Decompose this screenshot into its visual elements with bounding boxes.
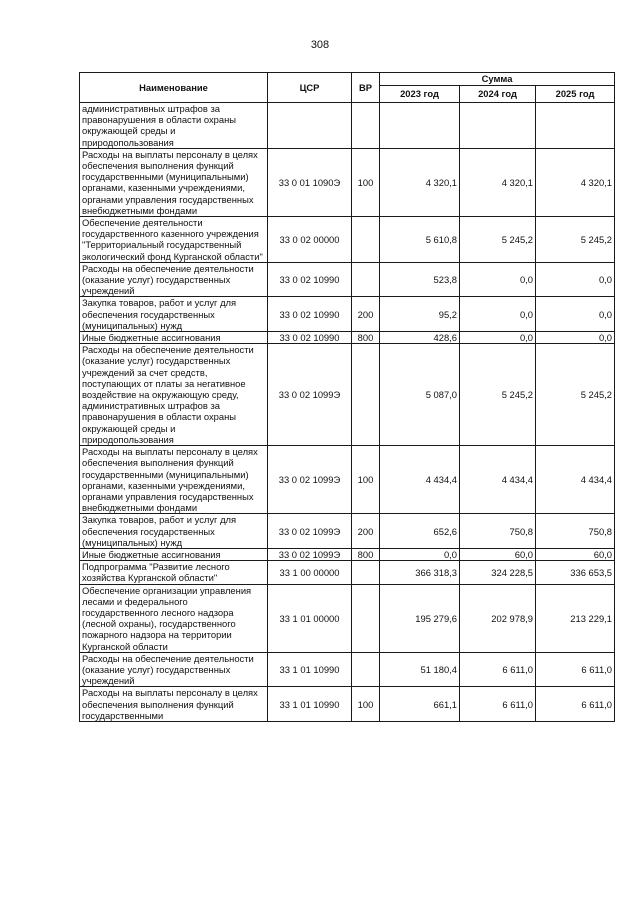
cell-2023: 366 318,3: [380, 561, 460, 584]
cell-csr: 33 0 02 10990: [268, 262, 352, 297]
cell-2024: 5 245,2: [460, 344, 536, 446]
header-year-2024: 2024 год: [460, 86, 536, 103]
cell-name: Закупка товаров, работ и услуг для обеспечения государственных (муниципальных) нужд: [80, 297, 268, 332]
cell-name: административных штрафов за правонарушения в области охраны окружающей среды и природопользования: [80, 103, 268, 149]
table-row: [80, 262, 615, 297]
cell-csr: 33 1 01 10990: [268, 652, 352, 687]
cell-2024: 324 228,5: [460, 561, 536, 584]
cell-name: Иные бюджетные ассигнования: [80, 548, 268, 560]
cell-2024: 5 245,2: [460, 217, 536, 263]
cell-2025: 336 653,5: [536, 561, 615, 584]
cell-2023: 95,2: [380, 297, 460, 332]
cell-name: Подпрограмма "Развитие лесного хозяйства Курганской области": [80, 561, 268, 584]
cell-csr: 33 0 02 00000: [268, 217, 352, 263]
cell-2023: 652,6: [380, 514, 460, 549]
cell-vr: 100: [352, 148, 380, 216]
cell-2025: 0,0: [536, 262, 615, 297]
header-year-2025: 2025 год: [536, 86, 615, 103]
cell-vr: 100: [352, 446, 380, 514]
cell-name: Расходы на обеспечение деятельности (оказание услуг) государственных учреждений за счет средств, поступающих от платы за негативное воздействие на окружающую среду, административных штрафов за правонарушения в области охраны окружающей среды и природопользования: [80, 344, 268, 446]
table-row: [80, 332, 615, 344]
cell-2024: 6 611,0: [460, 652, 536, 687]
cell-vr: [352, 652, 380, 687]
table-row: [80, 687, 615, 722]
cell-2025: 213 229,1: [536, 584, 615, 652]
cell-2023: 4 434,4: [380, 446, 460, 514]
cell-csr: 33 0 02 1099Э: [268, 514, 352, 549]
cell-vr: 100: [352, 687, 380, 722]
cell-2023: 195 279,6: [380, 584, 460, 652]
cell-2023: 523,8: [380, 262, 460, 297]
cell-name: Обеспечение деятельности государственного казенного учреждения "Территориальный государственный экологический фонд Курганской области": [80, 217, 268, 263]
header-sum: Сумма: [380, 73, 615, 86]
cell-csr: 33 0 02 10990: [268, 297, 352, 332]
cell-vr: 800: [352, 548, 380, 560]
cell-2025: 0,0: [536, 297, 615, 332]
cell-name: Иные бюджетные ассигнования: [80, 332, 268, 344]
cell-2023: 51 180,4: [380, 652, 460, 687]
table-row: [80, 548, 615, 560]
cell-name: Расходы на обеспечение деятельности (оказание услуг) государственных учреждений: [80, 262, 268, 297]
cell-2024: 4 320,1: [460, 148, 536, 216]
cell-2024: 60,0: [460, 548, 536, 560]
table-row: [80, 652, 615, 687]
header-csr: ЦСР: [268, 73, 352, 103]
cell-vr: [352, 217, 380, 263]
cell-2025: 750,8: [536, 514, 615, 549]
header-vr: ВР: [352, 73, 380, 103]
cell-csr: 33 0 02 1099Э: [268, 344, 352, 446]
table-row: [80, 297, 615, 332]
cell-2025: 5 245,2: [536, 217, 615, 263]
budget-table-body: [80, 103, 615, 722]
cell-name: Закупка товаров, работ и услуг для обеспечения государственных (муниципальных) нужд: [80, 514, 268, 549]
cell-2025: 5 245,2: [536, 344, 615, 446]
cell-2023: 5 610,8: [380, 217, 460, 263]
cell-2023: [380, 103, 460, 149]
cell-2024: 0,0: [460, 297, 536, 332]
cell-csr: 33 0 01 1090Э: [268, 148, 352, 216]
cell-2025: 0,0: [536, 332, 615, 344]
table-row: [80, 514, 615, 549]
cell-vr: 200: [352, 297, 380, 332]
cell-vr: [352, 344, 380, 446]
table-row: [80, 446, 615, 514]
cell-2025: 6 611,0: [536, 652, 615, 687]
cell-2024: 4 434,4: [460, 446, 536, 514]
cell-vr: [352, 262, 380, 297]
cell-csr: [268, 103, 352, 149]
cell-2025: 60,0: [536, 548, 615, 560]
cell-csr: 33 0 02 1099Э: [268, 446, 352, 514]
cell-name: Расходы на выплаты персоналу в целях обеспечения выполнения функций государственными: [80, 687, 268, 722]
cell-vr: 800: [352, 332, 380, 344]
cell-2024: 202 978,9: [460, 584, 536, 652]
header-year-2023: 2023 год: [380, 86, 460, 103]
cell-2024: 750,8: [460, 514, 536, 549]
cell-name: Расходы на выплаты персоналу в целях обеспечения выполнения функций государственными (муниципальными) органами, казенными учреждениями, органами управления государственных внебюджетными фондами: [80, 148, 268, 216]
page-number: 308: [310, 39, 330, 51]
cell-2025: 4 434,4: [536, 446, 615, 514]
cell-2024: 0,0: [460, 262, 536, 297]
cell-2024: 0,0: [460, 332, 536, 344]
cell-2025: [536, 103, 615, 149]
cell-csr: 33 0 02 10990: [268, 332, 352, 344]
table-row: [80, 103, 615, 149]
table-row: [80, 217, 615, 263]
cell-name: Расходы на обеспечение деятельности (оказание услуг) государственных учреждений: [80, 652, 268, 687]
cell-2024: [460, 103, 536, 149]
cell-2024: 6 611,0: [460, 687, 536, 722]
cell-csr: 33 1 01 10990: [268, 687, 352, 722]
cell-2023: 428,6: [380, 332, 460, 344]
cell-2025: 4 320,1: [536, 148, 615, 216]
cell-2025: 6 611,0: [536, 687, 615, 722]
header-name: Наименование: [80, 73, 268, 103]
table-row: [80, 344, 615, 446]
table-row: [80, 561, 615, 584]
cell-2023: 0,0: [380, 548, 460, 560]
cell-name: Обеспечение организации управления лесами и федерального государственного лесного надзора (лесной охраны), государственного пожарного надзора на территории Курганской области: [80, 584, 268, 652]
cell-csr: 33 0 02 1099Э: [268, 548, 352, 560]
table-row: [80, 584, 615, 652]
cell-vr: 200: [352, 514, 380, 549]
cell-vr: [352, 103, 380, 149]
cell-2023: 661,1: [380, 687, 460, 722]
cell-2023: 4 320,1: [380, 148, 460, 216]
budget-table: [79, 72, 615, 722]
table-row: [80, 148, 615, 216]
cell-csr: 33 1 01 00000: [268, 584, 352, 652]
cell-name: Расходы на выплаты персоналу в целях обеспечения выполнения функций государственными (муниципальными) органами, казенными учреждениями, органами управления государственных внебюджетными фондами: [80, 446, 268, 514]
cell-csr: 33 1 00 00000: [268, 561, 352, 584]
cell-vr: [352, 584, 380, 652]
cell-vr: [352, 561, 380, 584]
cell-2023: 5 087,0: [380, 344, 460, 446]
